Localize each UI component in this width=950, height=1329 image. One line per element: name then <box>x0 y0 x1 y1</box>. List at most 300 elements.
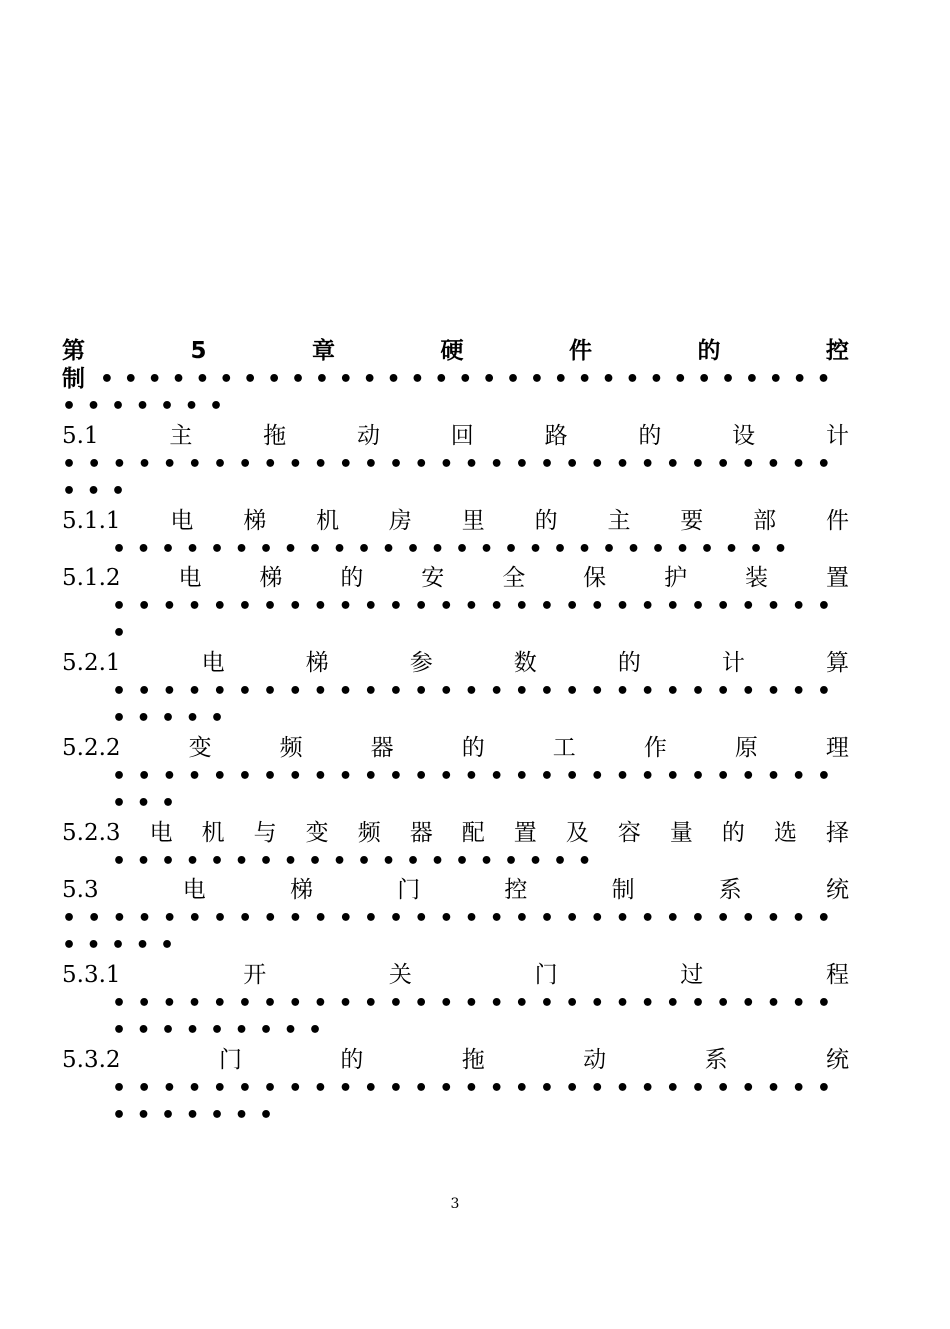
leader-dot: • <box>690 452 705 477</box>
leader-dot: • <box>137 764 152 789</box>
toc-title-segment: 器 <box>409 820 433 846</box>
toc-dot-leader <box>62 790 849 817</box>
toc-title-segment: 配 <box>461 820 485 846</box>
toc-title-segment: 回 <box>450 423 474 449</box>
leader-dot: • <box>439 991 454 1016</box>
toc-title-segment: 关 <box>388 962 412 988</box>
toc-title-segment: 部 <box>753 508 777 534</box>
leader-dot: • <box>505 367 521 392</box>
toc-entry[interactable] <box>62 648 849 732</box>
leader-dot: • <box>338 1076 353 1101</box>
leader-dot: • <box>212 991 227 1016</box>
leader-dot: • <box>137 452 152 477</box>
leader-dot: • <box>112 1103 127 1128</box>
leader-dot: • <box>716 679 731 704</box>
leader-dot: • <box>86 394 101 419</box>
toc-entry-title <box>62 1045 849 1075</box>
leader-dot: • <box>99 367 114 392</box>
leader-dot: • <box>136 537 151 562</box>
leader-dot: • <box>160 933 175 958</box>
leader-dot: • <box>209 394 224 419</box>
toc-title-segment: 择 <box>825 820 849 846</box>
leader-dot: • <box>234 1018 249 1043</box>
leader-dot: • <box>259 1103 274 1128</box>
toc-title-segment: 开 <box>243 962 267 988</box>
leader-dot: • <box>388 594 403 619</box>
leader-dot: • <box>455 537 470 562</box>
leader-dot: • <box>112 621 127 646</box>
leader-dot: • <box>690 764 706 789</box>
leader-dot: • <box>381 849 396 874</box>
leader-dot: • <box>263 1076 278 1101</box>
leader-dot: • <box>162 906 177 931</box>
leader-dot: • <box>539 906 555 931</box>
leader-dot: • <box>414 1076 429 1101</box>
leader-dot: • <box>504 849 519 874</box>
toc-title-segment: 置 <box>513 820 537 846</box>
leader-dot: • <box>263 679 278 704</box>
leader-dot: • <box>529 367 544 392</box>
toc-entry[interactable] <box>62 506 849 563</box>
leader-dot: • <box>615 906 630 931</box>
leader-dot: • <box>464 594 479 619</box>
leader-dot: • <box>332 849 347 874</box>
leader-dot: • <box>514 679 529 704</box>
toc-title-segment: 过 <box>680 962 704 988</box>
leader-dot: • <box>137 906 152 931</box>
leader-dot: • <box>766 679 781 704</box>
leader-dot: • <box>724 537 739 562</box>
leader-dot: • <box>766 452 781 477</box>
leader-dot: • <box>766 764 781 789</box>
leader-dot: • <box>514 1076 529 1101</box>
leader-dot: • <box>112 791 127 816</box>
leader-dot: • <box>111 394 126 419</box>
toc-title-segment: 数 <box>513 650 537 676</box>
leader-dot: • <box>184 394 199 419</box>
leader-dot: • <box>363 1076 378 1101</box>
leader-dot: • <box>212 764 227 789</box>
leader-dot: • <box>640 906 655 931</box>
leader-dot: • <box>313 679 328 704</box>
toc-title-segment: 工 <box>552 735 576 761</box>
leader-dot: • <box>210 1103 225 1128</box>
leader-dot: • <box>62 906 77 931</box>
leader-dot: • <box>62 479 77 504</box>
leader-dot: • <box>766 906 781 931</box>
toc-entry[interactable] <box>62 875 849 959</box>
leader-dot: • <box>62 933 77 958</box>
leader-dot: • <box>237 991 252 1016</box>
leader-dot: • <box>137 991 152 1016</box>
leader-dot: • <box>577 537 592 562</box>
leader-dot: • <box>690 679 706 704</box>
leader-dot: • <box>308 537 323 562</box>
toc-entry[interactable] <box>62 421 849 505</box>
leader-dot: • <box>464 991 479 1016</box>
leader-dot: • <box>744 367 759 392</box>
toc-title-segment: 容 <box>617 820 641 846</box>
toc-title-segment: 控 <box>825 338 849 364</box>
leader-dot: • <box>464 452 479 477</box>
leader-dot: • <box>716 991 731 1016</box>
toc-title-segment: 置 <box>825 565 849 591</box>
leader-dot: • <box>816 594 831 619</box>
leader-dot: • <box>112 1018 127 1043</box>
leader-dot: • <box>136 1018 151 1043</box>
toc-title-segment: 理 <box>825 735 849 761</box>
leader-dot: • <box>601 367 616 392</box>
leader-dot: • <box>357 537 372 562</box>
leader-dot: • <box>464 906 479 931</box>
leader-dot: • <box>410 367 425 392</box>
leader-dot: • <box>363 764 378 789</box>
leader-dot: • <box>288 906 303 931</box>
leader-dot: • <box>219 367 234 392</box>
leader-dot: • <box>212 452 227 477</box>
toc-title-segment: 主 <box>169 423 193 449</box>
toc-title-segment: 硬 <box>440 338 464 364</box>
leader-dot: • <box>640 764 655 789</box>
toc-dot-leader <box>62 990 831 1017</box>
leader-dot: • <box>388 679 403 704</box>
toc-entry[interactable] <box>62 960 849 1044</box>
leader-dot: • <box>363 991 378 1016</box>
leader-dot: • <box>716 1076 731 1101</box>
toc-entry[interactable] <box>62 336 849 420</box>
leader-dot: • <box>716 906 731 931</box>
leader-dot: • <box>665 594 680 619</box>
leader-dot: • <box>665 764 680 789</box>
toc-title-segment: 的 <box>721 820 745 846</box>
leader-dot: • <box>673 367 688 392</box>
toc-title-segment: 动 <box>583 1047 607 1073</box>
toc-entry[interactable] <box>62 1045 849 1129</box>
leader-dot: • <box>161 1018 176 1043</box>
leader-dot: • <box>62 452 77 477</box>
leader-dot: • <box>539 1076 554 1101</box>
leader-dot: • <box>665 906 680 931</box>
leader-dot: • <box>290 367 306 392</box>
toc-dot-leader <box>62 678 831 705</box>
leader-dot: • <box>161 1103 176 1128</box>
toc-title-segment: 全 <box>502 565 526 591</box>
leader-dot: • <box>112 1076 127 1101</box>
leader-dot: • <box>136 706 151 731</box>
leader-dot: • <box>288 452 303 477</box>
toc-title-segment: 器 <box>370 735 394 761</box>
toc-dot-leader <box>62 705 849 732</box>
toc-title-segment: 与 <box>253 820 277 846</box>
leader-dot: • <box>716 452 731 477</box>
leader-dot: • <box>766 1076 781 1101</box>
toc-entry-title <box>62 733 849 763</box>
leader-dot: • <box>649 367 664 392</box>
page-number: 3 <box>450 1196 460 1212</box>
toc-title-segment: 梯 <box>243 508 267 534</box>
toc-dot-leader <box>62 478 849 505</box>
toc-title-segment: 章 <box>311 338 335 364</box>
toc-dot-leader <box>62 1102 849 1129</box>
leader-dot: • <box>816 367 831 392</box>
leader-dot: • <box>565 991 580 1016</box>
leader-dot: • <box>288 1076 303 1101</box>
leader-dot: • <box>162 764 177 789</box>
leader-dot: • <box>137 679 152 704</box>
leader-dot: • <box>482 367 497 392</box>
leader-dot: • <box>640 452 655 477</box>
leader-dot: • <box>87 906 102 931</box>
leader-dot: • <box>615 764 630 789</box>
toc-title-segment: 的 <box>534 508 558 534</box>
toc-title-segment: 门 <box>534 962 558 988</box>
leader-dot: • <box>238 452 253 477</box>
toc-title-segment: 变 <box>305 820 329 846</box>
leader-dot: • <box>464 1076 479 1101</box>
leader-dot: • <box>615 594 630 619</box>
leader-dot: • <box>259 849 274 874</box>
leader-dot: • <box>626 537 641 562</box>
toc-title-segment: 的 <box>461 735 485 761</box>
toc-title-segment: 的 <box>340 565 364 591</box>
toc-title-segment: 变 <box>188 735 212 761</box>
leader-dot: • <box>161 849 176 874</box>
leader-dot: • <box>112 991 127 1016</box>
leader-dot: • <box>439 1076 454 1101</box>
toc-title-segment: 频 <box>357 820 381 846</box>
leader-dot: • <box>162 452 177 477</box>
leader-dot: • <box>514 764 529 789</box>
leader-dot: • <box>263 906 278 931</box>
toc-dot-leader <box>62 848 849 875</box>
leader-dot: • <box>539 991 554 1016</box>
leader-dot: • <box>259 1018 274 1043</box>
toc-dot-leader <box>62 366 831 393</box>
leader-dot: • <box>791 764 806 789</box>
leader-dot: • <box>187 1076 202 1101</box>
leader-dot: • <box>112 849 127 874</box>
leader-dot: • <box>640 594 655 619</box>
leader-dot: • <box>111 479 126 504</box>
leader-dot: • <box>187 991 202 1016</box>
toc-dot-leader <box>62 536 849 563</box>
leader-dot: • <box>458 367 473 392</box>
toc-title-segment: 路 <box>544 423 568 449</box>
toc-title-segment: 统 <box>825 1047 849 1073</box>
toc-title-segment: 里 <box>461 508 485 534</box>
toc-title-segment: 5 <box>190 338 207 364</box>
leader-dot: • <box>313 594 328 619</box>
leader-dot: • <box>187 594 202 619</box>
leader-dot: • <box>791 679 806 704</box>
leader-dot: • <box>791 991 806 1016</box>
toc-title-segment: 门 <box>218 1047 242 1073</box>
toc-dot-leader <box>62 1017 849 1044</box>
leader-dot: • <box>136 1103 151 1128</box>
leader-dot: • <box>414 764 429 789</box>
leader-dot: • <box>414 594 429 619</box>
toc-title-segment: 作 <box>643 735 667 761</box>
leader-dot: • <box>439 594 454 619</box>
leader-dot: • <box>288 764 303 789</box>
leader-dot: • <box>263 991 278 1016</box>
leader-dot: • <box>406 849 421 874</box>
toc-dot-leader <box>62 593 831 620</box>
leader-dot: • <box>338 594 353 619</box>
leader-dot: • <box>741 1076 756 1101</box>
leader-dot: • <box>338 991 353 1016</box>
toc-title-segment: 程 <box>825 962 849 988</box>
leader-dot: • <box>716 594 731 619</box>
leader-dot: • <box>338 679 353 704</box>
leader-dot: • <box>171 367 186 392</box>
toc-title-segment: 计 <box>825 423 849 449</box>
leader-dot: • <box>234 1103 249 1128</box>
toc-title-segment: 设 <box>732 423 756 449</box>
leader-dot: • <box>388 991 403 1016</box>
leader-dot: • <box>267 367 282 392</box>
toc-title-segment: 系 <box>718 877 742 903</box>
leader-dot: • <box>640 991 655 1016</box>
leader-dot: • <box>479 849 494 874</box>
toc-entry-title-continued: 制 <box>62 366 85 392</box>
leader-dot: • <box>816 991 831 1016</box>
toc-title-segment: 制 <box>611 877 635 903</box>
leader-dot: • <box>741 679 756 704</box>
leader-dot: • <box>651 537 666 562</box>
leader-dot: • <box>766 991 781 1016</box>
leader-dot: • <box>439 906 454 931</box>
toc-title-segment: 梯 <box>259 565 283 591</box>
leader-dot: • <box>720 367 736 392</box>
toc-title-segment: 5.1.2 <box>62 565 121 591</box>
toc-title-segment: 的 <box>638 423 662 449</box>
leader-dot: • <box>455 849 470 874</box>
leader-dot: • <box>263 452 278 477</box>
leader-dot: • <box>86 479 101 504</box>
leader-dot: • <box>238 906 253 931</box>
leader-dot: • <box>464 679 479 704</box>
leader-dot: • <box>697 367 712 392</box>
toc-title-segment: 梯 <box>305 650 329 676</box>
leader-dot: • <box>539 594 554 619</box>
toc-dot-leader <box>62 451 831 478</box>
leader-dot: • <box>539 764 554 789</box>
leader-dot: • <box>234 537 249 562</box>
leader-dot: • <box>313 764 328 789</box>
leader-dot: • <box>338 367 353 392</box>
leader-dot: • <box>288 594 303 619</box>
leader-dot: • <box>489 906 504 931</box>
leader-dot: • <box>615 679 630 704</box>
leader-dot: • <box>430 537 445 562</box>
toc-title-segment: 主 <box>607 508 631 534</box>
toc-title-segment: 电 <box>201 650 225 676</box>
leader-dot: • <box>514 991 529 1016</box>
leader-dot: • <box>112 764 127 789</box>
leader-dot: • <box>741 594 756 619</box>
toc-entry-title <box>62 648 849 678</box>
toc-title-segment: 拖 <box>461 1047 485 1073</box>
leader-dot: • <box>212 906 227 931</box>
toc-title-segment: 梯 <box>289 877 313 903</box>
toc-title-segment: 件 <box>568 338 592 364</box>
toc-dot-leader <box>62 932 849 959</box>
toc-title-segment: 门 <box>397 877 421 903</box>
toc-title-segment: 的 <box>697 338 721 364</box>
leader-dot: • <box>816 906 831 931</box>
toc-entry-title <box>62 818 849 848</box>
leader-dot: • <box>123 367 138 392</box>
toc-title-segment: 5.1 <box>62 423 99 449</box>
leader-dot: • <box>690 906 705 931</box>
leader-dot: • <box>389 452 404 477</box>
leader-dot: • <box>112 706 127 731</box>
leader-dot: • <box>362 367 377 392</box>
toc-entry[interactable] <box>62 733 849 817</box>
toc-title-segment: 5.2.2 <box>62 735 121 761</box>
toc-title-segment: 要 <box>680 508 704 534</box>
toc-title-segment: 电 <box>178 565 202 591</box>
toc-title-segment: 的 <box>617 650 641 676</box>
leader-dot: • <box>137 594 152 619</box>
toc-title-segment: 的 <box>340 1047 364 1073</box>
leader-dot: • <box>741 764 756 789</box>
leader-dot: • <box>816 1076 831 1101</box>
leader-dot: • <box>147 367 162 392</box>
leader-dot: • <box>625 367 640 392</box>
leader-dot: • <box>263 594 278 619</box>
toc-title-segment: 机 <box>201 820 225 846</box>
leader-dot: • <box>577 367 592 392</box>
leader-dot: • <box>210 706 225 731</box>
toc-title-segment: 量 <box>669 820 693 846</box>
leader-dot: • <box>439 764 454 789</box>
leader-dot: • <box>187 906 202 931</box>
leader-dot: • <box>388 764 403 789</box>
toc-entry[interactable] <box>62 818 849 875</box>
leader-dot: • <box>539 679 554 704</box>
leader-dot: • <box>210 1018 225 1043</box>
leader-dot: • <box>590 764 605 789</box>
leader-dot: • <box>185 706 200 731</box>
leader-dot: • <box>773 537 788 562</box>
leader-dot: • <box>135 933 150 958</box>
toc-dot-leader <box>62 620 849 647</box>
leader-dot: • <box>816 452 831 477</box>
toc-title-segment: 拖 <box>263 423 287 449</box>
leader-dot: • <box>792 367 807 392</box>
leader-dot: • <box>283 1018 298 1043</box>
toc-title-segment: 参 <box>409 650 433 676</box>
toc-title-segment: 护 <box>664 565 688 591</box>
toc-dot-leader <box>62 393 849 420</box>
toc-title-segment: 5.3.2 <box>62 1047 121 1073</box>
leader-dot: • <box>195 367 210 392</box>
leader-dot: • <box>259 537 274 562</box>
leader-dot: • <box>112 452 127 477</box>
toc-entry[interactable] <box>62 563 849 647</box>
leader-dot: • <box>386 367 401 392</box>
leader-dot: • <box>414 991 429 1016</box>
toc-title-segment: 电 <box>182 877 206 903</box>
leader-dot: • <box>489 764 504 789</box>
leader-dot: • <box>160 394 175 419</box>
leader-dot: • <box>283 849 298 874</box>
leader-dot: • <box>338 764 353 789</box>
leader-dot: • <box>741 991 756 1016</box>
toc-title-segment: 电 <box>149 820 173 846</box>
